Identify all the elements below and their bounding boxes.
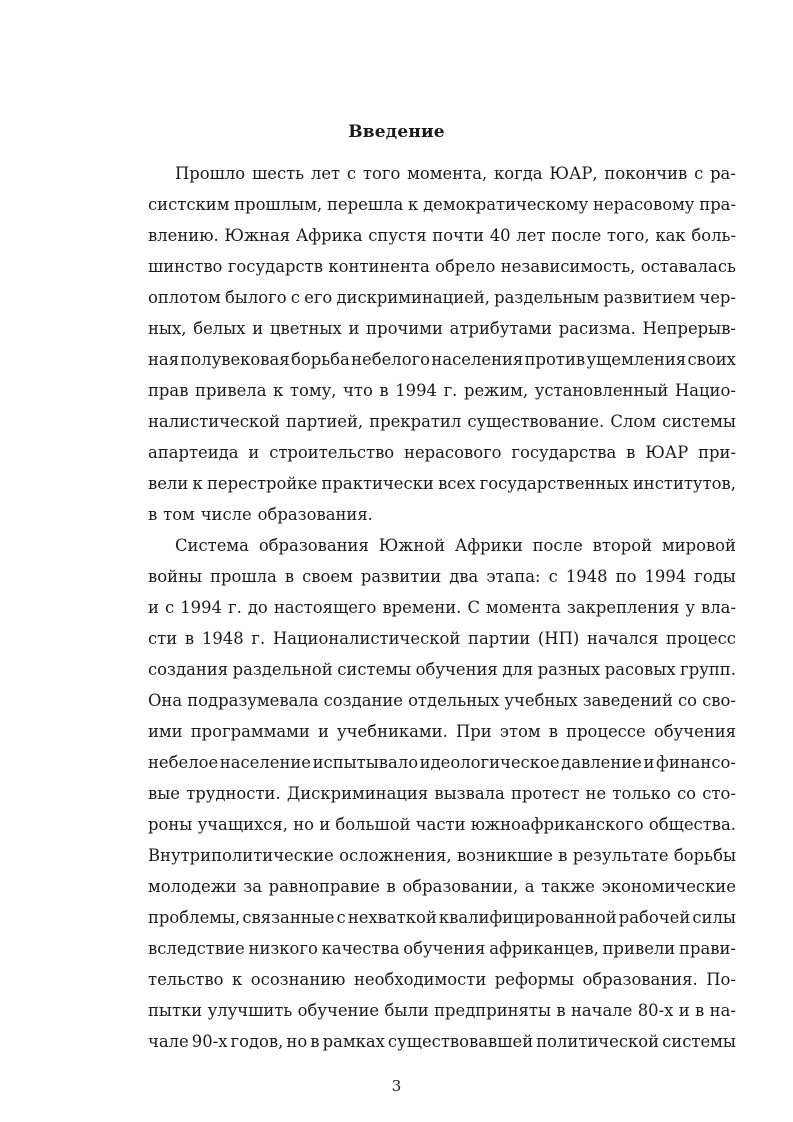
word: перешла xyxy=(327,195,404,214)
word: развитием xyxy=(603,288,696,307)
word: рабочей xyxy=(618,908,691,927)
word: испытывало xyxy=(312,753,419,772)
word: создание xyxy=(323,691,404,710)
word: шесть xyxy=(252,164,305,183)
word: со xyxy=(677,691,698,710)
word: партии xyxy=(468,629,531,648)
word: с xyxy=(548,567,558,586)
word: прав xyxy=(148,381,189,400)
section-heading: Введение xyxy=(348,122,445,142)
word: развитии xyxy=(360,567,442,586)
word: небелое xyxy=(148,753,219,772)
word: прочими xyxy=(366,319,443,338)
word: к xyxy=(408,195,419,214)
word: вследствие xyxy=(148,939,245,958)
text-line xyxy=(148,380,736,411)
word: учащихся, xyxy=(197,815,288,834)
word: к xyxy=(192,474,203,493)
word: г. xyxy=(227,598,242,617)
word: после xyxy=(532,536,583,555)
word: трудности. xyxy=(186,784,281,803)
word: того xyxy=(362,164,401,183)
word: с xyxy=(336,908,346,927)
word: идеологическое xyxy=(419,753,560,772)
word: Нацио- xyxy=(674,381,736,400)
word: По- xyxy=(706,970,736,989)
word: нерасовому xyxy=(593,195,695,214)
word: всех xyxy=(438,474,476,493)
word: и xyxy=(678,1001,690,1020)
word: образования. xyxy=(582,970,698,989)
word: за xyxy=(243,877,263,896)
word: программами xyxy=(190,722,310,741)
word: прошла xyxy=(210,567,277,586)
word: протест xyxy=(511,784,580,803)
word: силы xyxy=(692,908,736,927)
word: 1994 xyxy=(644,567,687,586)
word: также xyxy=(541,877,595,896)
text-line xyxy=(148,287,736,318)
word: ра- xyxy=(710,164,736,183)
text-line xyxy=(148,473,736,504)
word: и xyxy=(148,598,159,617)
word: Африки xyxy=(454,536,523,555)
word: Внутриполитические xyxy=(148,846,334,865)
word: качества xyxy=(321,939,400,958)
word: 90-х xyxy=(191,1032,228,1051)
word: в xyxy=(626,443,636,462)
word: системы xyxy=(662,1032,736,1051)
word: чер- xyxy=(699,288,736,307)
word: заведений xyxy=(582,691,673,710)
word: когда xyxy=(494,164,543,183)
word: войны xyxy=(148,567,202,586)
text-line xyxy=(148,597,736,628)
word: в xyxy=(695,1001,705,1020)
word: числе xyxy=(200,505,252,524)
word: не xyxy=(585,784,607,803)
word: отдельных xyxy=(408,691,500,710)
word: систским xyxy=(148,195,230,214)
word: процесс xyxy=(666,629,736,648)
word: его xyxy=(304,288,333,307)
word: вла- xyxy=(701,598,736,617)
word: практически xyxy=(321,474,434,493)
word: в xyxy=(379,381,389,400)
word: Слом xyxy=(610,412,656,431)
word: африканцев, xyxy=(489,939,599,958)
word: связанные xyxy=(242,908,335,927)
word: налистической xyxy=(148,412,280,431)
word: процессе xyxy=(566,722,646,741)
word: финансо- xyxy=(655,753,736,772)
word: равноправие xyxy=(268,877,380,896)
word: с xyxy=(346,164,357,183)
word: ими xyxy=(148,722,183,741)
word: политической xyxy=(536,1032,660,1051)
word: Дискриминация xyxy=(286,784,429,803)
word: как xyxy=(655,226,686,245)
word: в xyxy=(148,505,158,524)
word: существование. xyxy=(467,412,605,431)
word: осложнения, xyxy=(339,846,452,865)
word: цветных xyxy=(269,319,342,338)
word: но xyxy=(286,1032,308,1051)
word: Африка xyxy=(295,226,363,245)
word: пытки xyxy=(148,1001,203,1020)
word: части xyxy=(415,815,466,834)
word: что xyxy=(343,381,373,400)
word: образования xyxy=(258,536,369,555)
word: в xyxy=(548,722,559,741)
word: г. xyxy=(443,381,458,400)
word: начался xyxy=(587,629,659,648)
word: в xyxy=(284,567,295,586)
word: годов, xyxy=(230,1032,284,1051)
word: сво- xyxy=(702,691,736,710)
text-line xyxy=(148,783,736,814)
word: население xyxy=(219,753,312,772)
body-text xyxy=(148,163,736,1062)
word: лет xyxy=(310,164,341,183)
word: создания xyxy=(148,660,229,679)
word: 1994 xyxy=(180,598,222,617)
text-line xyxy=(148,845,736,876)
word: прошлым, xyxy=(234,195,323,214)
word: борьба xyxy=(290,350,350,369)
word: боль- xyxy=(691,226,736,245)
word: второй xyxy=(592,536,653,555)
word: ущемления xyxy=(586,350,687,369)
word: привела xyxy=(195,381,267,400)
text-line xyxy=(148,938,736,969)
text-line xyxy=(148,349,736,380)
word: 1948 xyxy=(201,629,244,648)
word: с xyxy=(290,288,300,307)
word: результате xyxy=(572,846,669,865)
word: ЮАР, xyxy=(549,164,598,183)
word: необходимости xyxy=(353,970,487,989)
text-line xyxy=(148,628,736,659)
text-line xyxy=(148,504,736,535)
word: разных xyxy=(537,660,601,679)
word: раздельной xyxy=(232,660,333,679)
word: обучение xyxy=(297,1001,380,1020)
text-line xyxy=(148,659,736,690)
word: населения xyxy=(431,350,524,369)
word: борьбы xyxy=(673,846,736,865)
word: существовавшей xyxy=(387,1032,534,1051)
word: оставалась xyxy=(640,257,736,276)
word: в xyxy=(386,877,396,896)
word: оплотом xyxy=(148,288,221,307)
word: режим, xyxy=(463,381,529,400)
word: континента xyxy=(328,257,430,276)
page-number: 3 xyxy=(391,1077,402,1095)
word: расовых xyxy=(604,660,676,679)
word: этом xyxy=(499,722,541,741)
text-line xyxy=(148,690,736,721)
word: низкого xyxy=(248,939,318,958)
word: строительство xyxy=(269,443,395,462)
word: Южной xyxy=(378,536,446,555)
word: своем xyxy=(302,567,353,586)
word: проблемы, xyxy=(148,908,241,927)
word: Прошло xyxy=(175,164,246,183)
word: квалифицированной xyxy=(438,908,617,927)
word: образования. xyxy=(257,505,373,524)
word: привели xyxy=(602,939,676,958)
text-line xyxy=(148,225,736,256)
word: а xyxy=(524,877,535,896)
text-line xyxy=(148,814,736,845)
text-line xyxy=(148,566,736,597)
text-line xyxy=(148,721,736,752)
word: нерасового xyxy=(404,443,502,462)
word: государства xyxy=(511,443,617,462)
word: прекратил xyxy=(369,412,462,431)
word: почти xyxy=(432,226,484,245)
word: в xyxy=(558,846,568,865)
word: дискриминацией, xyxy=(336,288,490,307)
word: два xyxy=(449,567,479,586)
word: с xyxy=(694,164,704,183)
word: роны xyxy=(148,815,193,834)
word: по xyxy=(615,567,637,586)
word: давление xyxy=(561,753,642,772)
text-line xyxy=(148,752,736,783)
word: установленный xyxy=(534,381,669,400)
word: к xyxy=(231,970,243,989)
word: после xyxy=(551,226,602,245)
text-line xyxy=(148,442,736,473)
word: против xyxy=(524,350,586,369)
word: но xyxy=(293,815,314,834)
word: вызвала xyxy=(434,784,505,803)
word: в xyxy=(310,1032,320,1051)
word: вые xyxy=(148,784,180,803)
word: полувековая xyxy=(180,350,290,369)
word: в xyxy=(184,629,195,648)
word: независимость, xyxy=(500,257,636,276)
word: и xyxy=(643,753,655,772)
word: 80-х xyxy=(637,1001,674,1020)
text-line xyxy=(148,194,736,225)
text-line xyxy=(148,1000,736,1031)
word: с xyxy=(164,598,175,617)
word: этапа: xyxy=(486,567,541,586)
word: влению. xyxy=(148,226,219,245)
word: государств xyxy=(227,257,323,276)
word: обрело xyxy=(435,257,496,276)
word: обучения xyxy=(653,722,736,741)
word: прави- xyxy=(679,939,736,958)
word: Националистической xyxy=(272,629,461,648)
word: годы xyxy=(694,567,736,586)
word: тельство xyxy=(148,970,224,989)
word: обучения xyxy=(403,939,486,958)
word: учебных xyxy=(504,691,578,710)
word: на- xyxy=(709,1001,736,1020)
word: предприняты xyxy=(434,1001,552,1020)
word: При xyxy=(455,722,492,741)
word: системы xyxy=(337,660,412,679)
word: системы xyxy=(662,412,736,431)
word: перестройке xyxy=(206,474,318,493)
word: шинство xyxy=(148,257,223,276)
word: образовании, xyxy=(402,877,519,896)
word: к xyxy=(273,381,284,400)
word: сто- xyxy=(702,784,736,803)
word: тому, xyxy=(289,381,337,400)
word: настоящего xyxy=(273,598,377,617)
word: возникшие xyxy=(456,846,553,865)
word: демократическому xyxy=(423,195,589,214)
word: былого xyxy=(224,288,287,307)
word: и xyxy=(319,815,331,834)
word: начале xyxy=(570,1001,633,1020)
word: со xyxy=(677,784,697,803)
word: экономические xyxy=(601,877,736,896)
word: атрибутами xyxy=(449,319,552,338)
word: чале xyxy=(148,1032,189,1051)
text-line xyxy=(148,907,736,938)
word: рамках xyxy=(322,1032,385,1051)
word: С xyxy=(467,598,480,617)
word: у xyxy=(685,598,695,617)
word: при- xyxy=(698,443,736,462)
word: улучшить xyxy=(207,1001,293,1020)
word: своих xyxy=(687,350,736,369)
word: институтов, xyxy=(632,474,736,493)
text-line xyxy=(148,411,736,442)
word: пра- xyxy=(699,195,736,214)
word: закрепления xyxy=(566,598,680,617)
word: 40 xyxy=(489,226,511,245)
word: раздельным xyxy=(494,288,600,307)
word: только xyxy=(612,784,671,803)
word: небелого xyxy=(351,350,431,369)
word: лет xyxy=(516,226,546,245)
text-line xyxy=(148,1031,736,1062)
word: расизма. xyxy=(558,319,636,338)
word: общества. xyxy=(648,815,736,834)
word: государственных xyxy=(479,474,629,493)
word: молодежи xyxy=(148,877,237,896)
word: момента, xyxy=(407,164,488,183)
text-line xyxy=(148,969,736,1000)
word: ЮАР xyxy=(645,443,689,462)
word: белых xyxy=(193,319,246,338)
word: апартеида xyxy=(148,443,239,462)
word: того, xyxy=(607,226,650,245)
word: и xyxy=(317,722,329,741)
word: партией, xyxy=(286,412,364,431)
word: том xyxy=(163,505,195,524)
word: Система xyxy=(175,536,249,555)
word: для xyxy=(502,660,534,679)
word: (НП) xyxy=(537,629,580,648)
word: и xyxy=(348,319,360,338)
text-line xyxy=(148,256,736,287)
word: покончив xyxy=(604,164,688,183)
word: 1994 xyxy=(395,381,437,400)
word: г. xyxy=(251,629,266,648)
word: Южная xyxy=(224,226,291,245)
word: обучения xyxy=(415,660,498,679)
word: и xyxy=(248,443,260,462)
word: сти xyxy=(148,629,178,648)
word: подразумевала xyxy=(187,691,319,710)
word: большой xyxy=(335,815,411,834)
word: до xyxy=(247,598,268,617)
text-line xyxy=(148,318,736,349)
word: момента xyxy=(486,598,561,617)
word: групп. xyxy=(680,660,736,679)
text-line xyxy=(148,876,736,907)
word: вели xyxy=(148,474,189,493)
word: в xyxy=(556,1001,566,1020)
word: были xyxy=(384,1001,429,1020)
word: Непрерыв- xyxy=(642,319,736,338)
word: и xyxy=(252,319,264,338)
word: нехваткой xyxy=(347,908,437,927)
word: времени. xyxy=(382,598,462,617)
word: учебниками. xyxy=(337,722,448,741)
word: реформы xyxy=(494,970,574,989)
word: 1948 xyxy=(565,567,608,586)
text-line xyxy=(148,163,736,194)
word: спустя xyxy=(368,226,427,245)
word: ная xyxy=(148,350,180,369)
word: Она xyxy=(148,691,183,710)
word: ных, xyxy=(148,319,187,338)
word: осознанию xyxy=(250,970,346,989)
text-line xyxy=(148,535,736,566)
word: южноафриканского xyxy=(470,815,644,834)
word: мировой xyxy=(661,536,736,555)
